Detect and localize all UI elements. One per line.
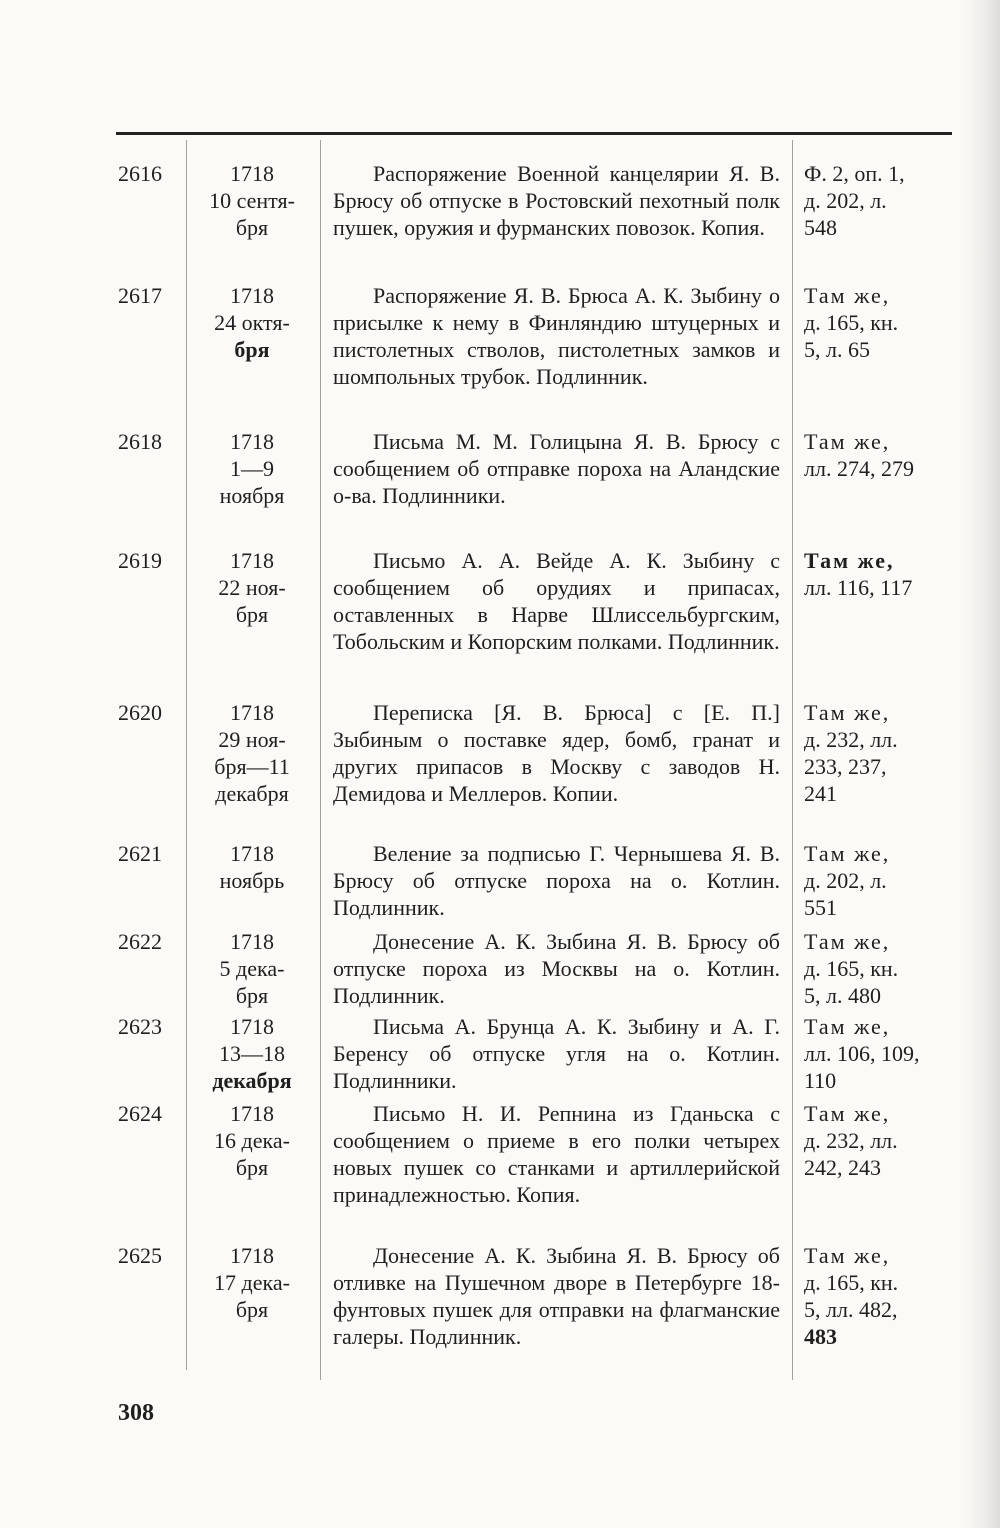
entry-date: [190, 160, 314, 241]
entry-description: Письма М. М. Голицына Я. В. Брюсу с сообщением об отправке пороха на Аландские о-ва. Подлинники.: [333, 429, 780, 508]
ref-line: 233, 237,: [804, 754, 887, 779]
date-line: бря: [235, 1297, 269, 1322]
entry-number: 2622: [118, 929, 162, 954]
entry-date: [190, 699, 314, 807]
ref-line: Там же,: [804, 929, 891, 954]
date-line: 1718: [230, 548, 274, 573]
page-edge-shadow: [960, 0, 1000, 1528]
ref-line: лл. 116, 117: [804, 575, 913, 600]
entry-date: [190, 1242, 314, 1323]
date-line: бря: [235, 983, 269, 1008]
ref-line: д. 232, лл.: [804, 1128, 898, 1153]
date-line: 1718: [230, 283, 274, 308]
ref-line: д. 165, кн.: [804, 310, 899, 335]
date-line: 29 ноя-: [218, 727, 286, 752]
ref-line: д. 165, кн.: [804, 1270, 899, 1295]
date-line: бря—11: [214, 754, 290, 779]
ref-line: 5, л. 65: [804, 337, 870, 362]
entry-number: 2619: [118, 548, 162, 573]
entry-number: 2625: [118, 1243, 162, 1268]
ref-line: Там же,: [804, 1243, 891, 1268]
date-line: 1718: [230, 161, 274, 186]
ref-line: 242, 243: [804, 1155, 881, 1180]
ref-line: Ф. 2, оп. 1,: [804, 161, 905, 186]
entry-description: Распоряжение Я. В. Брюса А. К. Зыбину о присылке к нему в Финляндию штуцерных и пистолетных стволов, пистолетных замков и шомпольных трубок. Подлинник.: [333, 283, 780, 389]
top-rule: [116, 132, 952, 135]
page-number: 308: [118, 1400, 154, 1426]
date-line: 1718: [230, 700, 274, 725]
entry-number: 2618: [118, 429, 162, 454]
entry-reference: [804, 840, 954, 921]
ref-line: 551: [804, 895, 837, 920]
entry-reference: [804, 160, 954, 241]
entry-date: [190, 928, 314, 1009]
entry-date: [190, 428, 314, 509]
date-line: 16 дека-: [214, 1128, 290, 1153]
date-line: 22 ноя-: [218, 575, 286, 600]
ref-line: Там же,: [804, 283, 891, 308]
column-divider-3: [792, 140, 793, 1380]
ref-line: лл. 274, 279: [804, 456, 914, 481]
ref-line: Там же,: [804, 1014, 891, 1039]
ref-line: Там же,: [804, 548, 895, 573]
entry-reference: [804, 428, 954, 482]
ref-line: 548: [804, 215, 837, 240]
entry-date: [190, 547, 314, 628]
ref-line: д. 165, кн.: [804, 956, 899, 981]
ref-line: Там же,: [804, 841, 891, 866]
date-line: 5 дека-: [219, 956, 285, 981]
entry-description: Распоряжение Военной канцелярии Я. В. Брюсу об отпуске в Ростовский пехотный полк пушек, оружия и фурманских повозок. Копия.: [333, 161, 780, 240]
entry-date: [190, 840, 314, 894]
entry-description: Веление за подписью Г. Чернышева Я. В. Брюсу об отпуске пороха на о. Котлин. Подлинник.: [333, 841, 780, 920]
ref-line: Там же,: [804, 700, 891, 725]
entry-number: 2616: [118, 161, 162, 186]
ref-line: Там же,: [804, 429, 891, 454]
entry-description: Письмо Н. И. Репнина из Гданьска с сообщением о приеме в его полки четырех новых пушек со станками и артиллерийской принадлежностью. Копия.: [333, 1101, 780, 1207]
ref-line: 241: [804, 781, 837, 806]
ref-line: 110: [804, 1068, 837, 1093]
entry-date: [190, 282, 314, 363]
ref-line: 5, л. 480: [804, 983, 881, 1008]
date-line: бря: [235, 215, 269, 240]
date-line: 10 сентя-: [209, 188, 295, 213]
date-line: 1718: [230, 841, 274, 866]
ref-line: лл. 106, 109,: [804, 1041, 920, 1066]
entry-number: 2624: [118, 1101, 162, 1126]
entry-number: 2617: [118, 283, 162, 308]
date-line: бря: [234, 337, 270, 362]
date-line: 17 дека-: [214, 1270, 290, 1295]
date-line: 1718: [230, 1101, 274, 1126]
date-line: 24 октя-: [214, 310, 290, 335]
entry-description: Донесение А. К. Зыбина Я. В. Брюсу об отпуске пороха из Москвы на о. Котлин. Подлинник.: [333, 929, 780, 1008]
date-line: ноября: [219, 483, 285, 508]
date-line: 1718: [230, 1014, 274, 1039]
date-line: 1718: [230, 1243, 274, 1268]
date-line: бря: [235, 602, 269, 627]
ref-line: 5, лл. 482,: [804, 1297, 898, 1322]
ref-line: д. 232, лл.: [804, 727, 898, 752]
entry-description: Донесение А. К. Зыбина Я. В. Брюсу об отливке на Пушечном дворе в Петербурге 18-фунтовых пушек для отправки на флагманские галеры. Подлинник.: [333, 1243, 780, 1349]
ref-line: 483: [804, 1324, 837, 1349]
entry-number: 2620: [118, 700, 162, 725]
date-line: 1718: [230, 929, 274, 954]
entry-reference: [804, 1100, 954, 1181]
date-line: декабря: [212, 1068, 292, 1093]
date-line: 13—18: [219, 1041, 285, 1066]
entry-reference: [804, 282, 954, 363]
ref-line: д. 202, л.: [804, 868, 887, 893]
date-line: 1—9: [230, 456, 274, 481]
entry-description: Переписка [Я. В. Брюса] с [Е. П.] Зыбиным о поставке ядер, бомб, гранат и других припасов в Москву с заводов Н. Демидова и Меллеров. Копии.: [333, 700, 780, 806]
column-divider-1: [186, 140, 187, 1370]
entry-description: Письмо А. А. Вейде А. К. Зыбину с сообщением об орудиях и припасах, оставленных в Нарве Шлиссельбургским, Тобольским и Копорским полками. Подлинник.: [333, 548, 780, 654]
entry-reference: [804, 1242, 954, 1350]
column-divider-2: [320, 140, 321, 1380]
entry-date: [190, 1100, 314, 1181]
date-line: декабря: [215, 781, 289, 806]
entry-reference: [804, 928, 954, 1009]
date-line: бря: [235, 1155, 269, 1180]
entry-date: [190, 1013, 314, 1094]
date-line: ноябрь: [219, 868, 285, 893]
entry-reference: [804, 547, 954, 601]
ref-line: Там же,: [804, 1101, 891, 1126]
entry-number: 2623: [118, 1014, 162, 1039]
date-line: 1718: [230, 429, 274, 454]
entry-reference: [804, 1013, 954, 1094]
entry-description: Письма А. Брунца А. К. Зыбину и А. Г. Беренсу об отпуске угля на о. Котлин. Подлинники.: [333, 1014, 780, 1093]
ref-line: д. 202, л.: [804, 188, 887, 213]
entry-reference: [804, 699, 954, 807]
entry-number: 2621: [118, 841, 162, 866]
